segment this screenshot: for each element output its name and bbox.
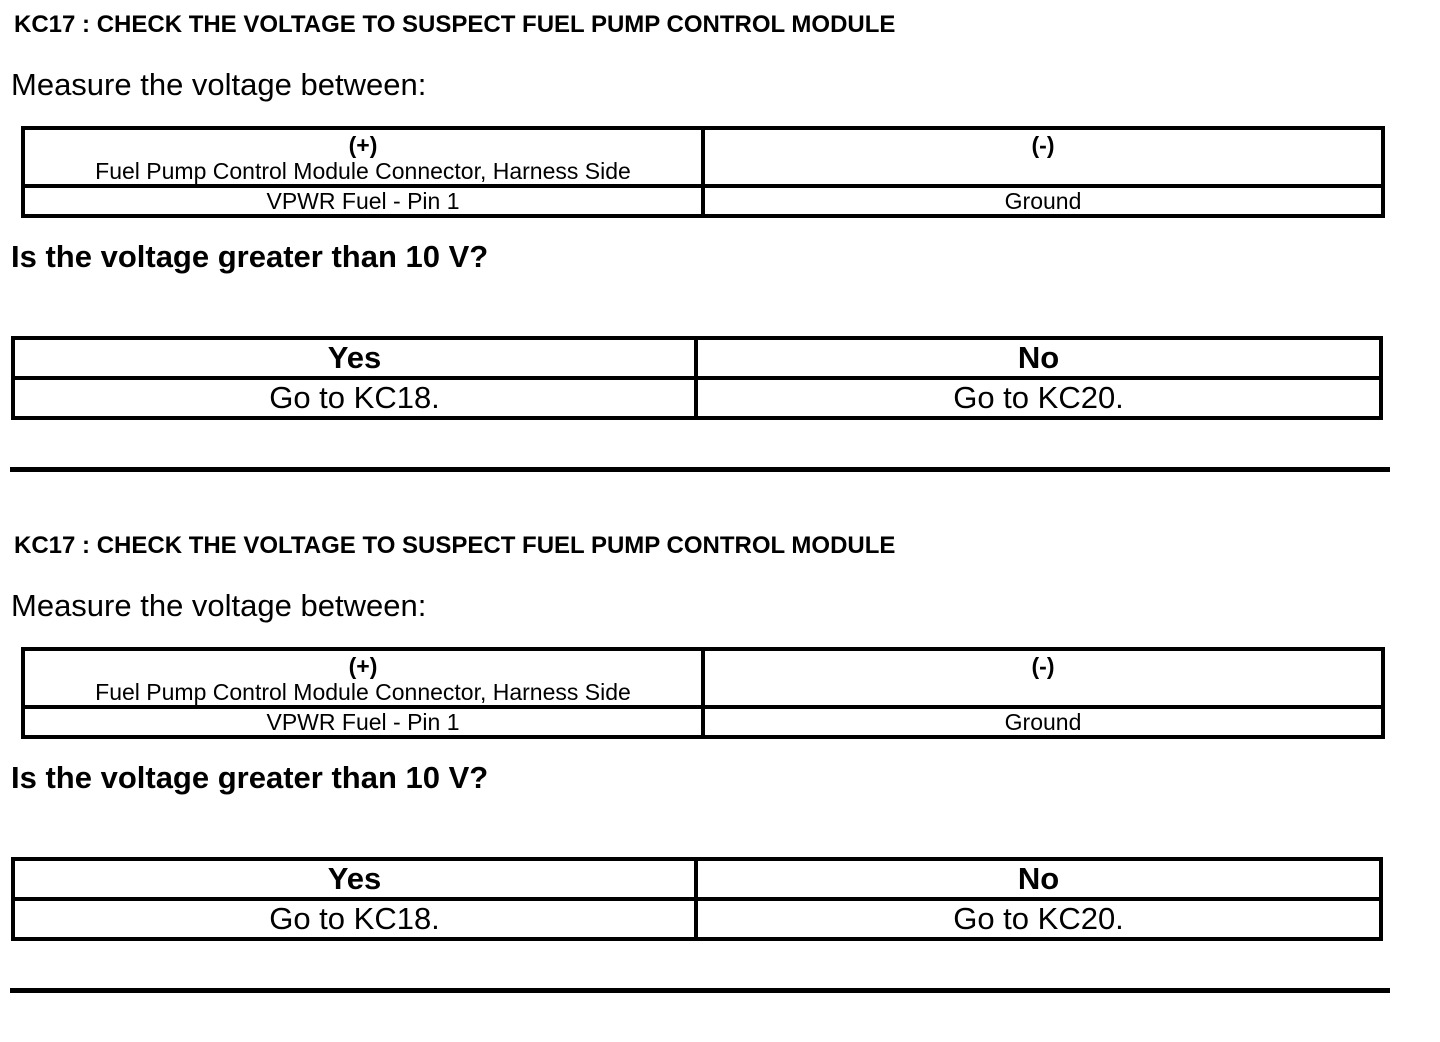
section-divider [10, 467, 1390, 472]
positive-symbol: (+) [348, 653, 378, 679]
test-step [0, 521, 1440, 1042]
yes-label: Yes [13, 859, 696, 899]
measurement-table [21, 126, 1385, 218]
positive-header: Fuel Pump Control Module Connector, Harness Side [95, 679, 631, 705]
answer-header-row [13, 338, 1381, 378]
answer-table [11, 336, 1383, 420]
negative-header-cell [703, 649, 1383, 707]
answer-action-row [13, 378, 1381, 418]
yes-action: Go to KC18. [13, 378, 696, 418]
positive-header-cell [23, 128, 703, 186]
instruction-text: Measure the voltage between: [11, 67, 427, 102]
measurement-value-row [23, 707, 1383, 737]
negative-symbol: (-) [1031, 132, 1055, 158]
question-text: Is the voltage greater than 10 V? [11, 760, 489, 795]
negative-header-cell [703, 128, 1383, 186]
answer-header-row [13, 859, 1381, 899]
yes-label: Yes [13, 338, 696, 378]
negative-value: Ground [703, 186, 1383, 216]
yes-action: Go to KC18. [13, 899, 696, 939]
no-label: No [696, 338, 1381, 378]
positive-value: VPWR Fuel - Pin 1 [23, 186, 703, 216]
positive-header: Fuel Pump Control Module Connector, Harness Side [95, 158, 631, 184]
measurement-header-row [23, 649, 1383, 707]
step-title: KC17 : CHECK THE VOLTAGE TO SUSPECT FUEL PUMP CONTROL MODULE [14, 532, 896, 559]
measurement-value-row [23, 186, 1383, 216]
answer-table [11, 857, 1383, 941]
section-divider [10, 988, 1390, 993]
negative-value: Ground [703, 707, 1383, 737]
measurement-table [21, 647, 1385, 739]
no-action: Go to KC20. [696, 899, 1381, 939]
step-title: KC17 : CHECK THE VOLTAGE TO SUSPECT FUEL PUMP CONTROL MODULE [14, 11, 896, 38]
positive-header-cell [23, 649, 703, 707]
negative-symbol: (-) [1031, 653, 1055, 679]
answer-action-row [13, 899, 1381, 939]
positive-value: VPWR Fuel - Pin 1 [23, 707, 703, 737]
no-action: Go to KC20. [696, 378, 1381, 418]
measurement-header-row [23, 128, 1383, 186]
no-label: No [696, 859, 1381, 899]
question-text: Is the voltage greater than 10 V? [11, 239, 489, 274]
instruction-text: Measure the voltage between: [11, 588, 427, 623]
positive-symbol: (+) [348, 132, 378, 158]
